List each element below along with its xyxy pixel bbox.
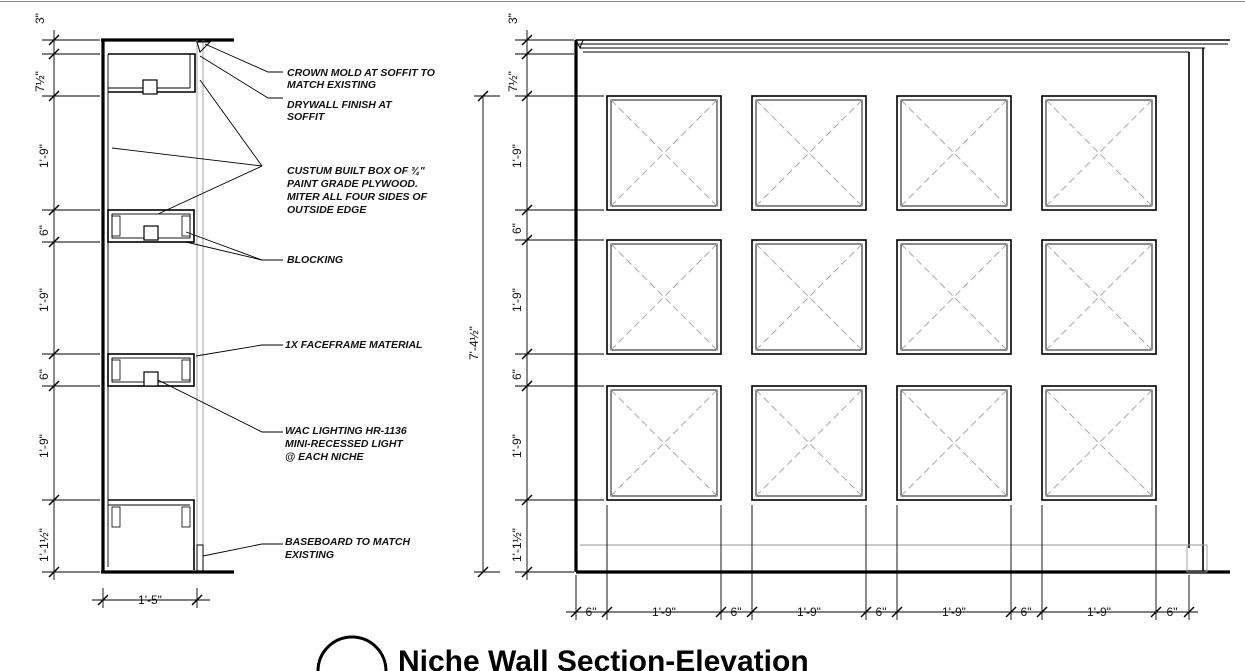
niche-r2-c4 <box>1042 240 1156 354</box>
drawing-title-block <box>318 637 809 671</box>
niche-grid <box>607 96 1156 500</box>
note-lighting-1: WAC LIGHTING HR-1136 <box>285 425 407 437</box>
elev-hdim-5: 1'-9" <box>942 605 966 619</box>
note-box-4: OUTSIDE EDGE <box>287 204 367 216</box>
section-width-dimension <box>92 588 210 608</box>
elevation-horizontal-dimensions <box>566 505 1198 620</box>
sec-dim-1-9-c: 1'-9" <box>37 434 51 458</box>
sec-dim-width: 1'-5" <box>138 593 162 607</box>
note-baseboard-1: BASEBOARD TO MATCH <box>285 536 411 548</box>
note-faceframe: 1X FACEFRAME MATERIAL <box>285 339 423 351</box>
elev-hdim-7: 1'-9" <box>1087 605 1111 619</box>
elev-hdim-6: 6" <box>1020 605 1032 619</box>
elev-dim-1-9-a: 1'-9" <box>510 144 524 168</box>
niche-r3-c4 <box>1042 386 1156 500</box>
niche-r2-c2 <box>752 240 866 354</box>
elev-hdim-0: 6" <box>585 605 597 619</box>
niche-r1-c2 <box>752 96 866 210</box>
note-drywall-1: DRYWALL FINISH AT <box>287 99 392 111</box>
note-blocking: BLOCKING <box>287 254 343 266</box>
sec-dim-6-a: 6" <box>37 225 51 236</box>
sec-dim-1-1half: 1'-1½" <box>37 528 51 562</box>
elev-dim-6-a: 6" <box>510 223 524 234</box>
sec-dim-3in: 3" <box>33 13 47 24</box>
elev-dim-1-9-c: 1'-9" <box>510 434 524 458</box>
elev-hdim-3: 1'-9" <box>797 605 821 619</box>
wall-section <box>101 40 283 572</box>
niche-r1-c3 <box>897 96 1011 210</box>
sec-dim-6-b: 6" <box>37 369 51 380</box>
detail-bubble <box>318 637 386 671</box>
niche-r3-c3 <box>897 386 1011 500</box>
sec-dim-1-9-b: 1'-9" <box>37 288 51 312</box>
elev-dim-1-9-b: 1'-9" <box>510 288 524 312</box>
section-notes <box>285 67 435 561</box>
niche-r2-c1 <box>607 240 721 354</box>
elev-dim-overall: 7'-4½" <box>467 326 481 360</box>
sec-dim-7half: 7½" <box>33 71 47 92</box>
elev-dim-6-b: 6" <box>510 369 524 380</box>
niche-r2-c3 <box>897 240 1011 354</box>
section-vertical-dimensions <box>33 13 100 580</box>
drawing-title: Niche Wall Section-Elevation <box>398 645 809 671</box>
niche-r3-c1 <box>607 386 721 500</box>
note-box-1: CUSTUM BUILT BOX OF ¾" <box>287 165 425 177</box>
sec-dim-1-9-a: 1'-9" <box>37 144 51 168</box>
elev-hdim-2: 6" <box>730 605 742 619</box>
niche-r1-c1 <box>607 96 721 210</box>
elev-hdim-1: 1'-9" <box>652 605 676 619</box>
niche-r1-c4 <box>1042 96 1156 210</box>
note-baseboard-2: EXISTING <box>285 549 335 561</box>
note-lighting-3: @ EACH NICHE <box>285 451 364 463</box>
elev-dim-3in: 3" <box>506 13 520 24</box>
elev-dim-1-1half: 1'-1½" <box>510 528 524 562</box>
note-box-3: MITER ALL FOUR SIDES OF <box>287 191 428 203</box>
note-crown-mold-2: MATCH EXISTING <box>287 79 377 91</box>
note-drywall-2: SOFFIT <box>287 111 325 123</box>
note-lighting-2: MINI-RECESSED LIGHT <box>285 438 403 450</box>
elev-hdim-4: 6" <box>875 605 887 619</box>
niche-r3-c2 <box>752 386 866 500</box>
elevation-vertical-dimensions <box>467 13 604 580</box>
note-crown-mold-1: CROWN MOLD AT SOFFIT TO <box>287 67 435 79</box>
elev-hdim-8: 6" <box>1166 605 1178 619</box>
note-box-2: PAINT GRADE PLYWOOD. <box>287 178 418 190</box>
elev-dim-7half: 7½" <box>506 71 520 92</box>
